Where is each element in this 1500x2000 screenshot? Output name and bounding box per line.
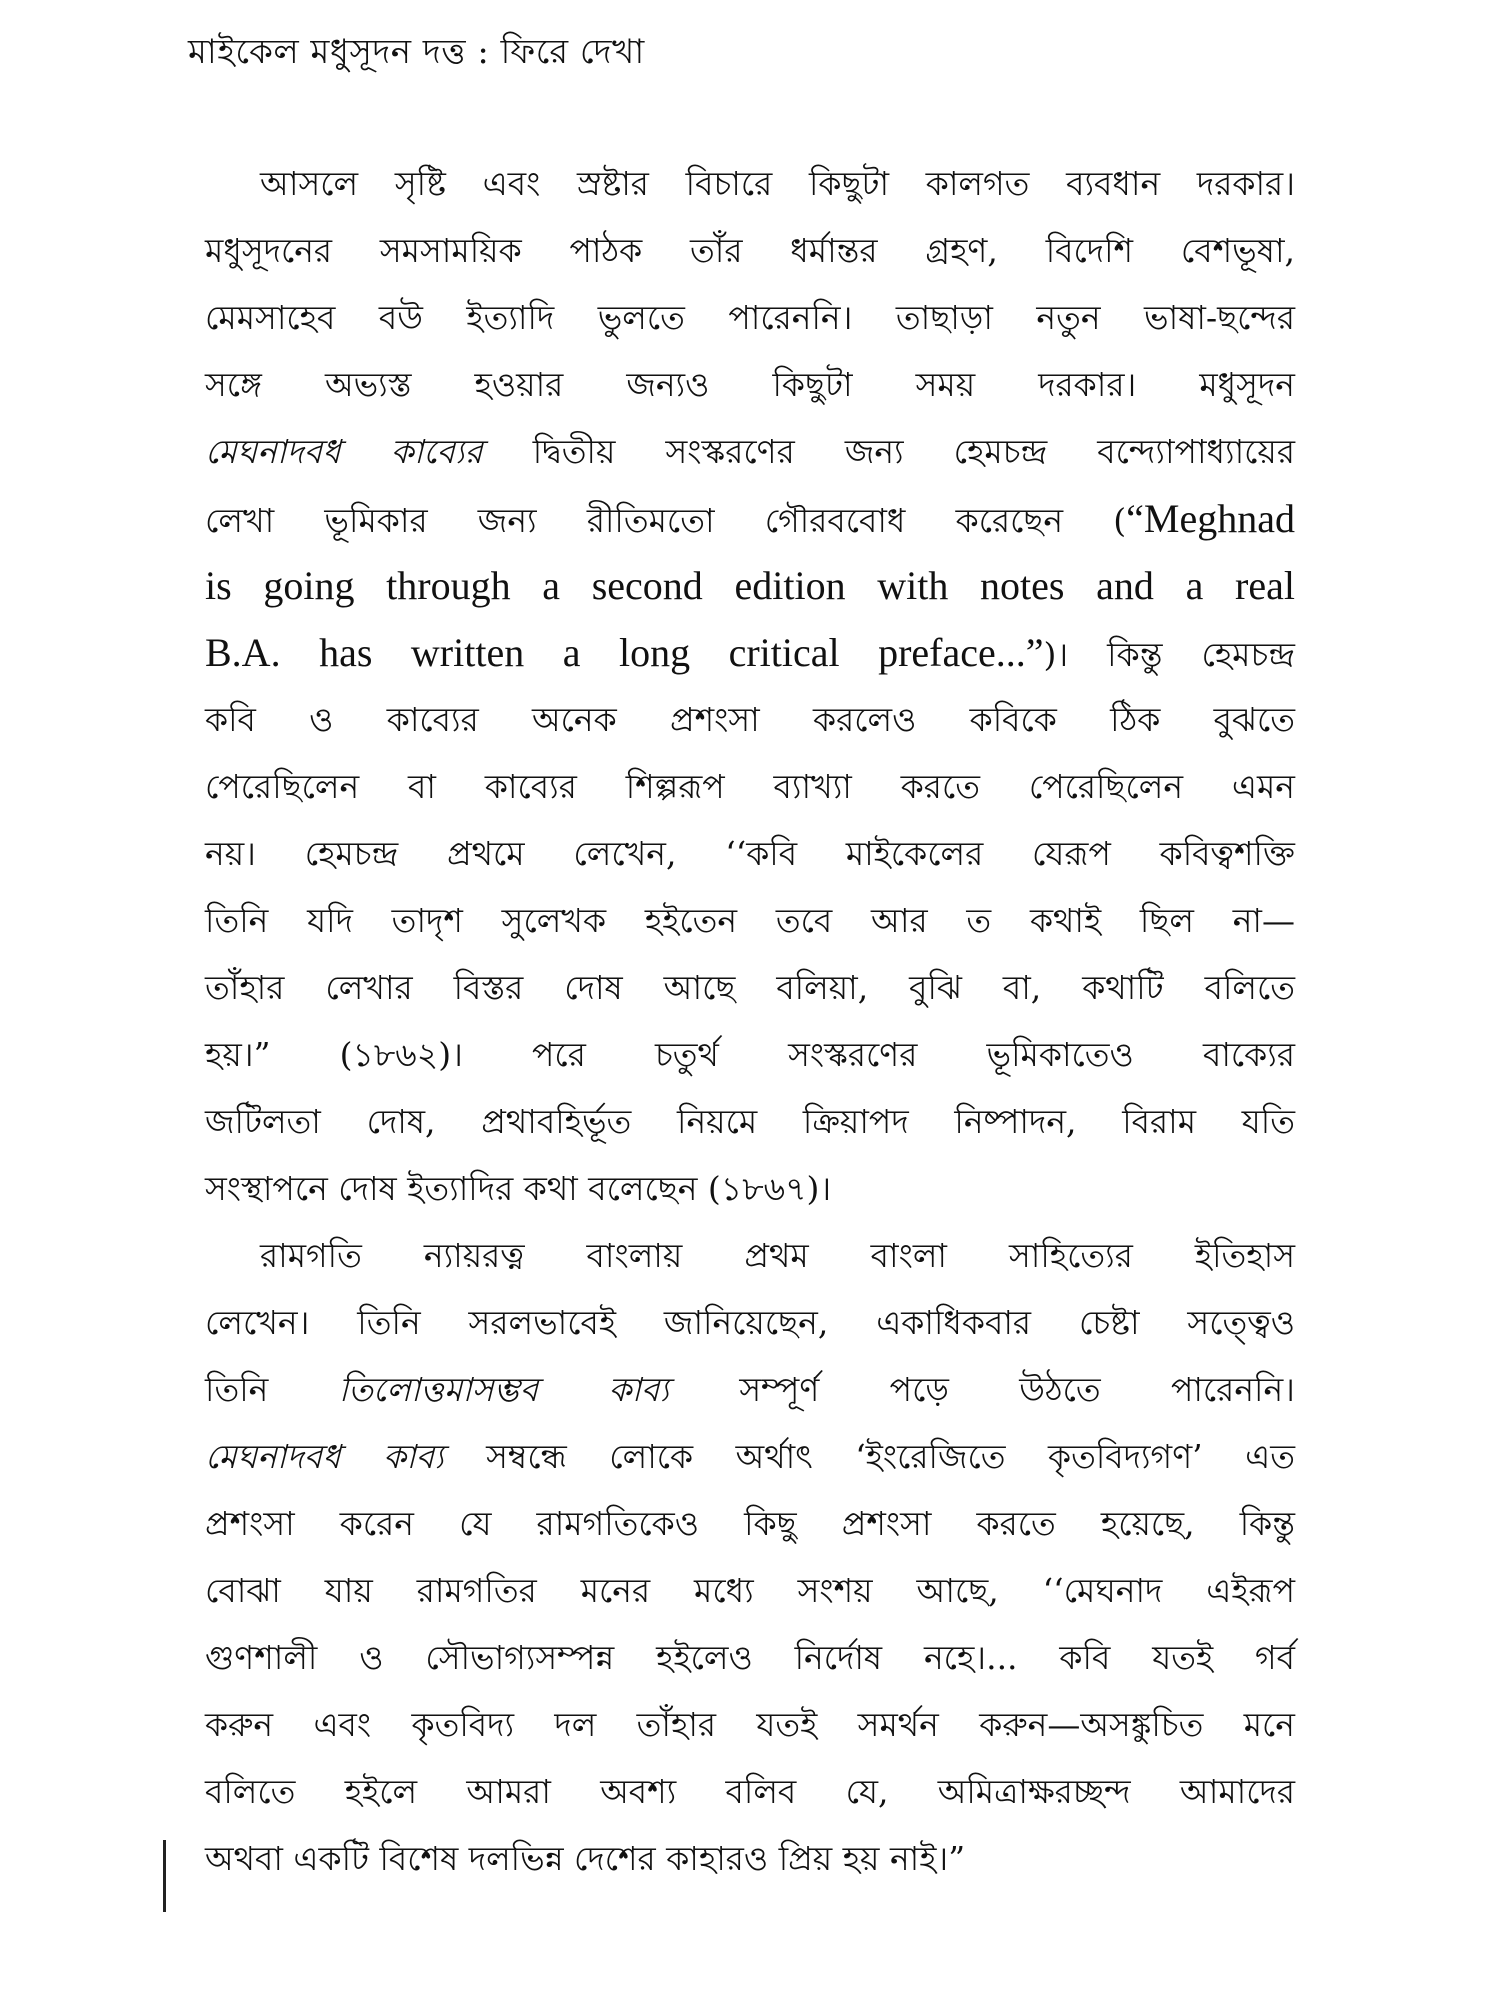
text-segment: সঙ্গে অভ্যস্ত হওয়ার জন্যও কিছুটা সময় দরকার। মধুসূদন [205, 365, 1295, 404]
text-segment: মেমসাহেব বউ ইত্যাদি ভুলতে পারেননি। তাছাড়া নতুন ভাষা-ছন্দের [205, 298, 1295, 337]
text-segment: রামগতি ন্যায়রত্ন বাংলায় প্রথম বাংলা সাহিত্যের ইতিহাস [260, 1236, 1295, 1275]
text-segment: দ্বিতীয় সংস্করণের জন্য হেমচন্দ্র বন্দ্যোপাধ্যায়ের [482, 432, 1295, 471]
text-segment: অথবা একটি বিশেষ দলভিন্ন দেশের কাহারও প্রিয় হয় নাই।” [205, 1839, 966, 1878]
text-line [205, 1825, 1295, 1892]
text-segment: )। কিন্তু হেমচন্দ্র [1043, 635, 1295, 674]
text-line [205, 954, 1295, 1021]
text-segment: নয়। হেমচন্দ্র প্রথমে লেখেন, ‘‘কবি মাইকেলের যেরূপ কবিত্বশক্তি [205, 834, 1295, 873]
text-line [205, 284, 1295, 351]
text-segment: সম্বন্ধে লোকে অর্থাৎ ‘ইংরেজিতে কৃতবিদ্যগণ’ এত [443, 1437, 1295, 1476]
text-segment: বলিতে হইলে আমরা অবশ্য বলিব যে, অমিত্রাক্ষরচ্ছন্দ আমাদের [205, 1772, 1295, 1811]
text-segment: প্রশংসা করেন যে রামগতিকেও কিছু প্রশংসা করতে হয়েছে, কিন্তু [205, 1504, 1295, 1543]
text-segment: আসলে সৃষ্টি এবং স্রষ্টার বিচারে কিছুটা কালগত ব্যবধান দরকার। [260, 164, 1295, 203]
text-segment: লেখেন। তিনি সরলভাবেই জানিয়েছেন, একাধিকবার চেষ্টা সত্ত্বেও [205, 1303, 1295, 1342]
text-segment: বোঝা যায় রামগতির মনের মধ্যে সংশয় আছে, ‘‘মেঘনাদ এইরূপ [205, 1571, 1295, 1610]
text-segment: গুণশালী ও সৌভাগ্যসম্পন্ন হইলেও নির্দোষ নহে।... কবি যতই গর্ব [205, 1638, 1295, 1677]
text-line [205, 1289, 1295, 1356]
text-line [205, 753, 1295, 820]
text-segment: তাঁহার লেখার বিস্তর দোষ আছে বলিয়া, বুঝি বা, কথাটি বলিতে [205, 968, 1295, 1007]
text-line [205, 1423, 1295, 1490]
text-line [205, 1624, 1295, 1691]
text-segment: তিনি [205, 1370, 339, 1409]
margin-rule [163, 1840, 166, 1912]
text-line [205, 1222, 1295, 1289]
text-segment: কবি ও কাব্যের অনেক প্রশংসা করলেও কবিকে ঠিক বুঝতে [205, 700, 1295, 739]
text-line [205, 418, 1295, 485]
text-line [205, 217, 1295, 284]
text-line [205, 1758, 1295, 1825]
text-segment: করুন এবং কৃতবিদ্য দল তাঁহার যতই সমর্থন করুন—অসঙ্কুচিত মনে [205, 1705, 1295, 1744]
body-text [205, 150, 1295, 1892]
running-head: মাইকেল মধুসূদন দত্ত : ফিরে দেখা [188, 32, 645, 72]
text-line [205, 1490, 1295, 1557]
text-segment: সংস্থাপনে দোষ ইত্যাদির কথা বলেছেন (১৮৬৭)। [205, 1169, 832, 1208]
text-line [205, 150, 1295, 217]
text-line [205, 351, 1295, 418]
text-line [205, 1691, 1295, 1758]
text-segment: মধুসূদনের সমসাময়িক পাঠক তাঁর ধর্মান্তর গ্রহণ, বিদেশি বেশভূষা, [205, 231, 1295, 270]
text-segment: is going through a second edition with notes and a real [205, 563, 1295, 608]
text-segment: তিনি যদি তাদৃশ সুলেখক হইতেন তবে আর ত কথাই ছিল না— [205, 901, 1295, 940]
text-segment: সম্পূর্ণ পড়ে উঠতে পারেননি। [669, 1370, 1295, 1409]
text-segment: জটিলতা দোষ, প্রথাবহির্ভূত নিয়মে ক্রিয়াপদ নিষ্পাদন, বিরাম যতি [205, 1102, 1295, 1141]
text-line [205, 619, 1295, 686]
text-line [205, 1088, 1295, 1155]
text-segment: হয়।” (১৮৬২)। পরে চতুর্থ সংস্করণের ভূমিকাতেও বাক্যের [205, 1035, 1295, 1074]
text-segment: পেরেছিলেন বা কাব্যের শিল্পরূপ ব্যাখ্যা করতে পেরেছিলেন এমন [205, 767, 1295, 806]
italic-title: তিলোত্তমাসম্ভব কাব্য [338, 1370, 669, 1409]
text-line [205, 485, 1295, 552]
text-line [205, 686, 1295, 753]
text-segment: B.A. has written a long critical preface...” [205, 630, 1044, 675]
text-line [205, 1021, 1295, 1088]
text-line [205, 552, 1295, 619]
text-segment: “Meghnad [1126, 496, 1295, 541]
italic-title: মেঘনাদবধ কাব্য [205, 1437, 444, 1476]
text-line [205, 887, 1295, 954]
text-line [205, 1155, 1295, 1222]
text-segment: লেখা ভূমিকার জন্য রীতিমতো গৌরববোধ করেছেন ( [205, 501, 1127, 540]
text-line [205, 820, 1295, 887]
text-line [205, 1557, 1295, 1624]
italic-title: মেঘনাদবধ কাব্যের [205, 432, 483, 471]
text-line [205, 1356, 1295, 1423]
